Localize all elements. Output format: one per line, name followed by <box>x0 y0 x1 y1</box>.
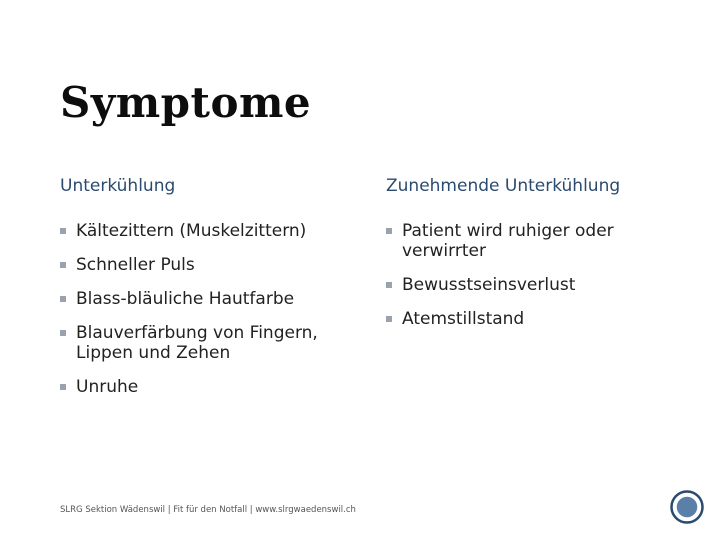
bullet-square-icon <box>60 296 66 302</box>
bullet-square-icon <box>386 316 392 322</box>
slide-title: Symptome <box>60 78 312 127</box>
left-column-heading: Unterkühlung <box>60 176 176 196</box>
bullet-square-icon <box>60 228 66 234</box>
list-item <box>60 255 360 275</box>
list-item-text: Patient wird ruhiger oder verwirrter <box>402 221 614 261</box>
right-bullet-list <box>386 221 686 343</box>
left-bullet-list <box>60 221 360 411</box>
bullet-square-icon <box>386 282 392 288</box>
bullet-square-icon <box>60 330 66 336</box>
list-item <box>386 309 686 329</box>
list-item-text: Blass-bläuliche Hautfarbe <box>76 289 295 309</box>
list-item-text: Kältezittern (Muskelzittern) <box>76 221 307 241</box>
right-column-heading: Zunehmende Unterkühlung <box>386 176 621 196</box>
bullet-square-icon <box>60 384 66 390</box>
bullet-square-icon <box>386 228 392 234</box>
list-item-text: Unruhe <box>76 377 139 397</box>
list-item <box>60 289 360 309</box>
list-item-text: Bewusstseinsverlust <box>402 275 576 295</box>
list-item <box>60 377 360 397</box>
list-item-text: Blauverfärbung von Fingern, Lippen und Zehen <box>76 323 318 363</box>
list-item <box>386 221 686 261</box>
circle-nav-icon[interactable] <box>670 490 704 524</box>
list-item <box>386 275 686 295</box>
list-item <box>60 323 360 363</box>
bullet-square-icon <box>60 262 66 268</box>
list-item-text: Atemstillstand <box>402 309 525 329</box>
footer-text: SLRG Sektion Wädenswil | Fit für den Notfall | www.slrgwaedenswil.ch <box>60 505 356 515</box>
list-item <box>60 221 360 241</box>
list-item-text: Schneller Puls <box>76 255 195 275</box>
